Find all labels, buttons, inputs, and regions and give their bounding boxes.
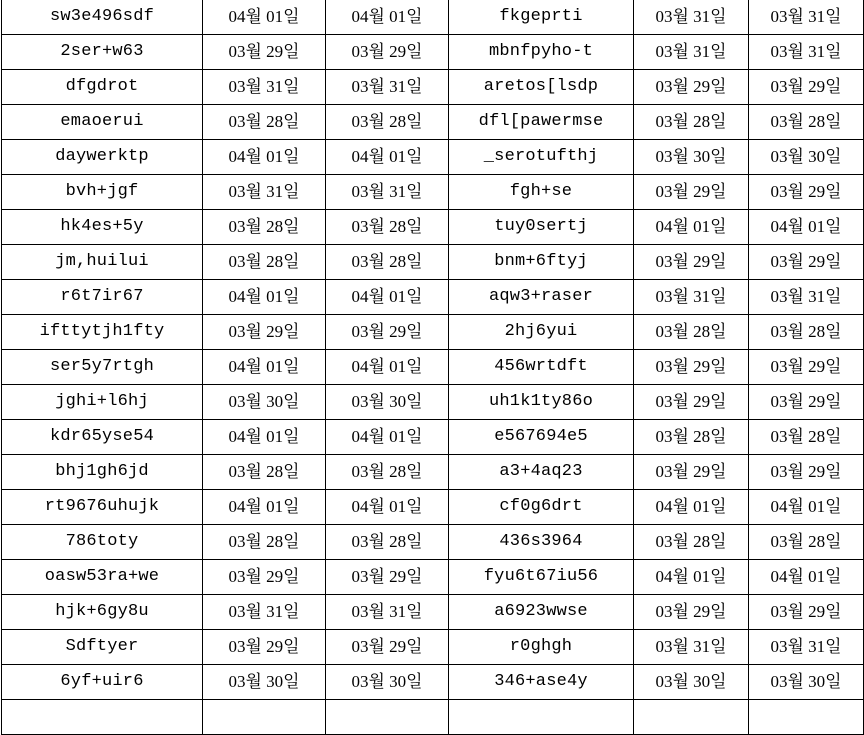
table-cell-date[interactable]: 03월 28일 <box>749 315 864 350</box>
table-cell-date[interactable]: 03월 29일 <box>749 350 864 385</box>
table-cell-date[interactable]: 03월 28일 <box>203 455 326 490</box>
table-cell-date[interactable]: 03월 30일 <box>326 665 449 700</box>
table-cell-date[interactable]: 03월 28일 <box>326 210 449 245</box>
table-row <box>2 245 864 280</box>
table-cell-date[interactable]: 03월 28일 <box>203 210 326 245</box>
table-row <box>2 385 864 420</box>
table-cell-date[interactable]: 03월 28일 <box>326 455 449 490</box>
table-cell-date[interactable]: 03월 29일 <box>634 175 749 210</box>
table-cell-date[interactable]: 03월 31일 <box>634 280 749 315</box>
table-cell-date[interactable]: 03월 29일 <box>634 595 749 630</box>
table-row <box>2 630 864 665</box>
table-cell-date[interactable]: 03월 28일 <box>634 420 749 455</box>
table-cell-code[interactable]: hjk+6gy8u <box>2 595 203 630</box>
table-cell-date[interactable]: 03월 31일 <box>634 0 749 35</box>
table-cell-date[interactable]: 03월 30일 <box>749 140 864 175</box>
table-cell-date[interactable]: 03월 31일 <box>326 70 449 105</box>
table-cell-code[interactable]: uh1k1ty86o <box>449 385 634 420</box>
table-cell-code[interactable]: 456wrtdft <box>449 350 634 385</box>
table-cell-code[interactable]: a6923wwse <box>449 595 634 630</box>
table-cell-code[interactable]: mbnfpyho-t <box>449 35 634 70</box>
table-cell-code[interactable]: fyu6t67iu56 <box>449 560 634 595</box>
table-cell-date[interactable]: 04월 01일 <box>203 280 326 315</box>
table-cell-date[interactable]: 04월 01일 <box>203 490 326 525</box>
table-cell-code[interactable]: a3+4aq23 <box>449 455 634 490</box>
table-cell-date[interactable]: 03월 28일 <box>203 525 326 560</box>
table-cell-date[interactable]: 04월 01일 <box>634 560 749 595</box>
table-cell-code[interactable]: ser5y7rtgh <box>2 350 203 385</box>
table-cell-code[interactable]: dfl[pawermse <box>449 105 634 140</box>
table-cell-date[interactable]: 03월 31일 <box>326 175 449 210</box>
table-cell-code[interactable]: oasw53ra+we <box>2 560 203 595</box>
table-cell-date[interactable]: 03월 29일 <box>203 315 326 350</box>
table-row <box>2 175 864 210</box>
table-cell-date[interactable]: 04월 01일 <box>749 210 864 245</box>
table-cell-date[interactable]: 03월 31일 <box>326 595 449 630</box>
table-cell-code[interactable]: 6yf+uir6 <box>2 665 203 700</box>
table-cell-code[interactable]: jm,huilui <box>2 245 203 280</box>
table-cell-date[interactable]: 03월 29일 <box>749 595 864 630</box>
table-cell-date[interactable]: 03월 30일 <box>749 665 864 700</box>
table-cell-date[interactable]: 04월 01일 <box>203 420 326 455</box>
table-cell-date[interactable]: 03월 30일 <box>634 140 749 175</box>
table-row <box>2 700 864 735</box>
table-cell-code[interactable]: bnm+6ftyj <box>449 245 634 280</box>
table-cell-date[interactable]: 03월 29일 <box>749 385 864 420</box>
table-cell-code[interactable]: fkgeprti <box>449 0 634 35</box>
table-row <box>2 35 864 70</box>
table-row <box>2 280 864 315</box>
table-cell-date[interactable]: 03월 29일 <box>634 70 749 105</box>
table-cell-code[interactable] <box>2 700 203 735</box>
table-cell-code[interactable]: emaoerui <box>2 105 203 140</box>
table-cell-code[interactable]: fgh+se <box>449 175 634 210</box>
table-row <box>2 420 864 455</box>
table-cell-date[interactable]: 04월 01일 <box>203 140 326 175</box>
table-cell-code[interactable]: bhj1gh6jd <box>2 455 203 490</box>
table-cell-date[interactable]: 04월 01일 <box>634 210 749 245</box>
table-cell-date[interactable] <box>326 700 449 735</box>
table-cell-code[interactable]: 436s3964 <box>449 525 634 560</box>
table-cell-date[interactable]: 04월 01일 <box>326 280 449 315</box>
table-cell-date[interactable]: 03월 29일 <box>326 560 449 595</box>
table-cell-date[interactable]: 03월 30일 <box>203 385 326 420</box>
table-cell-code[interactable]: cf0g6drt <box>449 490 634 525</box>
table-cell-code[interactable]: dfgdrot <box>2 70 203 105</box>
table-cell-code[interactable]: aretos[lsdp <box>449 70 634 105</box>
table-cell-date[interactable]: 03월 29일 <box>634 245 749 280</box>
table-cell-date[interactable]: 03월 28일 <box>634 105 749 140</box>
table-cell-date[interactable]: 03월 31일 <box>203 70 326 105</box>
table-cell-code[interactable]: kdr65yse54 <box>2 420 203 455</box>
table-cell-date[interactable]: 04월 01일 <box>326 0 449 35</box>
table-cell-date[interactable]: 03월 28일 <box>326 245 449 280</box>
table-cell-date[interactable]: 03월 29일 <box>634 350 749 385</box>
table-cell-date[interactable]: 04월 01일 <box>749 560 864 595</box>
table-cell-date[interactable]: 03월 31일 <box>634 35 749 70</box>
table-cell-date[interactable]: 04월 01일 <box>326 140 449 175</box>
table-cell-date[interactable]: 03월 29일 <box>326 630 449 665</box>
table-row <box>2 105 864 140</box>
table-row <box>2 665 864 700</box>
table-cell-code[interactable]: 786toty <box>2 525 203 560</box>
table-cell-date[interactable]: 03월 28일 <box>749 420 864 455</box>
table-cell-date[interactable]: 03월 28일 <box>326 525 449 560</box>
table-cell-date[interactable]: 03월 29일 <box>203 560 326 595</box>
table-cell-date[interactable]: 03월 31일 <box>749 280 864 315</box>
table-cell-date[interactable] <box>749 700 864 735</box>
table-cell-date[interactable]: 03월 29일 <box>749 455 864 490</box>
table-row <box>2 525 864 560</box>
table-cell-date[interactable]: 04월 01일 <box>326 490 449 525</box>
table-cell-date[interactable]: 03월 31일 <box>203 175 326 210</box>
table-cell-date[interactable]: 03월 29일 <box>203 35 326 70</box>
table-cell-code[interactable]: rt9676uhujk <box>2 490 203 525</box>
table-cell-date[interactable]: 03월 31일 <box>203 595 326 630</box>
table-cell-code[interactable]: daywerktp <box>2 140 203 175</box>
table-cell-date[interactable] <box>203 700 326 735</box>
table-cell-code[interactable]: bvh+jgf <box>2 175 203 210</box>
table-row <box>2 70 864 105</box>
table-cell-code[interactable]: aqw3+raser <box>449 280 634 315</box>
table-row <box>2 350 864 385</box>
table-cell-code[interactable]: ifttytjh1fty <box>2 315 203 350</box>
table-cell-date[interactable]: 03월 28일 <box>634 525 749 560</box>
table-cell-code[interactable]: 2hj6yui <box>449 315 634 350</box>
table-cell-date[interactable]: 03월 29일 <box>634 385 749 420</box>
table-cell-date[interactable]: 03월 31일 <box>634 630 749 665</box>
table-row <box>2 490 864 525</box>
table-cell-date[interactable]: 04월 01일 <box>203 0 326 35</box>
table-cell-code[interactable]: sw3e496sdf <box>2 0 203 35</box>
data-table <box>1 0 864 735</box>
table-cell-date[interactable]: 03월 31일 <box>749 0 864 35</box>
table-row <box>2 0 864 35</box>
table-cell-date[interactable]: 03월 31일 <box>749 35 864 70</box>
table-cell-code[interactable]: tuy0sertj <box>449 210 634 245</box>
table-cell-date[interactable]: 03월 28일 <box>749 105 864 140</box>
table-cell-date[interactable]: 03월 29일 <box>749 245 864 280</box>
table-cell-date[interactable]: 04월 01일 <box>634 490 749 525</box>
table-cell-code[interactable]: r0ghgh <box>449 630 634 665</box>
table-cell-date[interactable]: 04월 01일 <box>326 420 449 455</box>
table-cell-code[interactable]: e567694e5 <box>449 420 634 455</box>
table-cell-code[interactable]: 346+ase4y <box>449 665 634 700</box>
table-row <box>2 210 864 245</box>
table-cell-date[interactable]: 03월 29일 <box>326 35 449 70</box>
table-cell-date[interactable]: 03월 28일 <box>203 245 326 280</box>
table-cell-date[interactable]: 03월 29일 <box>634 455 749 490</box>
table-cell-code[interactable]: Sdftyer <box>2 630 203 665</box>
table-cell-date[interactable]: 03월 30일 <box>326 385 449 420</box>
table-row <box>2 560 864 595</box>
table-cell-date[interactable]: 03월 28일 <box>326 105 449 140</box>
table-cell-date[interactable]: 03월 29일 <box>749 70 864 105</box>
table-row <box>2 140 864 175</box>
table-row <box>2 455 864 490</box>
table-cell-code[interactable]: jghi+l6hj <box>2 385 203 420</box>
table-cell-date[interactable]: 03월 28일 <box>203 105 326 140</box>
table-cell-date[interactable]: 03월 30일 <box>203 665 326 700</box>
table-cell-date[interactable]: 03월 28일 <box>749 525 864 560</box>
table-row <box>2 315 864 350</box>
table-body <box>2 0 864 735</box>
table-cell-date[interactable]: 03월 29일 <box>203 630 326 665</box>
table-cell-date[interactable]: 03월 31일 <box>749 630 864 665</box>
table-cell-code[interactable] <box>449 700 634 735</box>
table-cell-date[interactable]: 03월 30일 <box>634 665 749 700</box>
table-cell-date[interactable]: 04월 01일 <box>203 350 326 385</box>
table-cell-code[interactable]: 2ser+w63 <box>2 35 203 70</box>
table-cell-date[interactable] <box>634 700 749 735</box>
table-cell-code[interactable]: hk4es+5y <box>2 210 203 245</box>
table-cell-date[interactable]: 03월 29일 <box>749 175 864 210</box>
table-row <box>2 595 864 630</box>
table-cell-date[interactable]: 03월 28일 <box>634 315 749 350</box>
table-cell-date[interactable]: 04월 01일 <box>326 350 449 385</box>
table-cell-code[interactable]: _serotufthj <box>449 140 634 175</box>
table-cell-code[interactable]: r6t7ir67 <box>2 280 203 315</box>
table-cell-date[interactable]: 04월 01일 <box>749 490 864 525</box>
table-cell-date[interactable]: 03월 29일 <box>326 315 449 350</box>
